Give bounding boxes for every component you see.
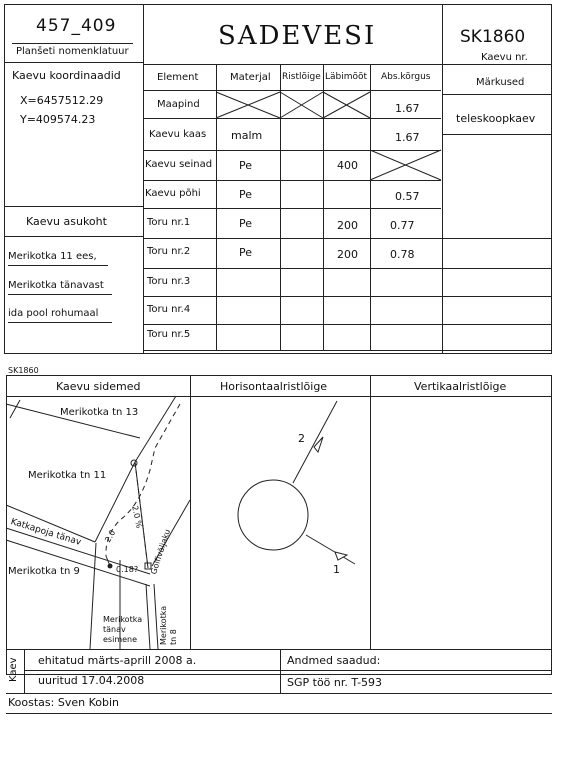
row-notes: teleskoopkaev (456, 112, 536, 125)
nomenclature-value: 457_409 (36, 16, 117, 36)
col-header-cross: Ristlõige (282, 72, 321, 82)
label-merikotka-11: Merikotka tn 11 (28, 470, 107, 481)
row-element: Maapind (157, 99, 200, 110)
col-header-material: Materjal (230, 72, 271, 83)
row-material: Pe (239, 217, 253, 230)
footer-built: ehitatud märts-aprill 2008 a. (38, 654, 197, 667)
footer-surveyed: uuritud 17.04.2008 (38, 674, 145, 687)
row-element: Kaevu põhi (145, 188, 201, 199)
label-merikotka-8-1: Merikotka (159, 605, 168, 645)
row-element: Toru nr.3 (147, 276, 191, 287)
label-merikotka-9: Merikotka tn 9 (8, 566, 80, 577)
row-element: Toru nr.1 (147, 217, 191, 228)
label-pipe-slope: 2.0 % (130, 504, 144, 530)
col-header-notes: Märkused (476, 77, 525, 88)
row-abs: 1.67 (395, 131, 420, 144)
row-abs: 0.57 (395, 190, 420, 203)
row-element: Kaevu seinad (145, 159, 213, 170)
location-label: Kaevu asukoht (26, 215, 107, 228)
panel-title-vertical: Vertikaalristlõige (414, 380, 507, 393)
row-material: malm (231, 129, 263, 142)
row-abs: 0.77 (390, 219, 415, 232)
panel-title-horizontal: Horisontaalristlõige (220, 380, 328, 393)
footer-data-value: SGP töö nr. T-593 (287, 676, 383, 689)
col-header-abs: Abs.kõrgus (381, 72, 431, 82)
coord-x: X=6457512.29 (20, 94, 104, 107)
label-golfivaljaku: Golfiväljaku (149, 528, 173, 576)
row-material: Pe (239, 246, 253, 259)
coords-label: Kaevu koordinaadid (12, 69, 121, 82)
row-element: Toru nr.4 (147, 304, 191, 315)
row-diameter: 400 (337, 159, 358, 172)
footer-data-label: Andmed saadud: (287, 654, 381, 667)
row-abs: 0.78 (390, 248, 415, 261)
pipe-number-1: 1 (333, 563, 340, 576)
location-line-3: ida pool rohumaal (8, 308, 99, 319)
row-abs: 1.67 (395, 102, 420, 115)
label-merikotka-tanav-2: tänav (103, 625, 126, 634)
label-merikotka-13: Merikotka tn 13 (60, 407, 139, 418)
label-merikotka-8-2: tn 8 (169, 629, 178, 645)
footer-side-label: Kaev (8, 657, 19, 682)
location-line-1: Merikotka 11 ees, (8, 251, 97, 262)
well-number-label: Kaevu nr. (481, 52, 528, 63)
col-header-element: Element (157, 72, 199, 83)
label-merikotka-tanav-3: esimene (103, 635, 138, 644)
row-element: Toru nr.5 (147, 329, 191, 340)
label-merikotka-tanav-1: Merikotka (103, 615, 143, 624)
row-element: Toru nr.2 (147, 246, 191, 257)
row-material: Pe (239, 159, 253, 172)
lower-tag: SK1860 (8, 366, 39, 375)
row-element: Kaevu kaas (149, 129, 207, 140)
footer-compiled-by: Koostas: Sven Kobin (8, 696, 119, 709)
label-pipe-slope-2: 2.0 (103, 528, 118, 544)
row-diameter: 200 (337, 248, 358, 261)
pipe-number-2: 2 (298, 432, 305, 445)
col-header-diameter: Läbimõõt (325, 72, 368, 82)
location-line-2: Merikotka tänavast (8, 280, 104, 291)
coord-y: Y=409574.23 (20, 113, 96, 126)
document-title: SADEVESI (218, 21, 377, 51)
nomenclature-label: Planšeti nomenklatuur (16, 46, 129, 57)
well-number: SK1860 (460, 27, 526, 47)
row-diameter: 200 (337, 219, 358, 232)
label-point-value: 0.18? (116, 565, 139, 574)
row-material: Pe (239, 188, 253, 201)
panel-title-links: Kaevu sidemed (56, 380, 141, 393)
label-katkapoja: Katkapoja tänav (9, 517, 83, 548)
